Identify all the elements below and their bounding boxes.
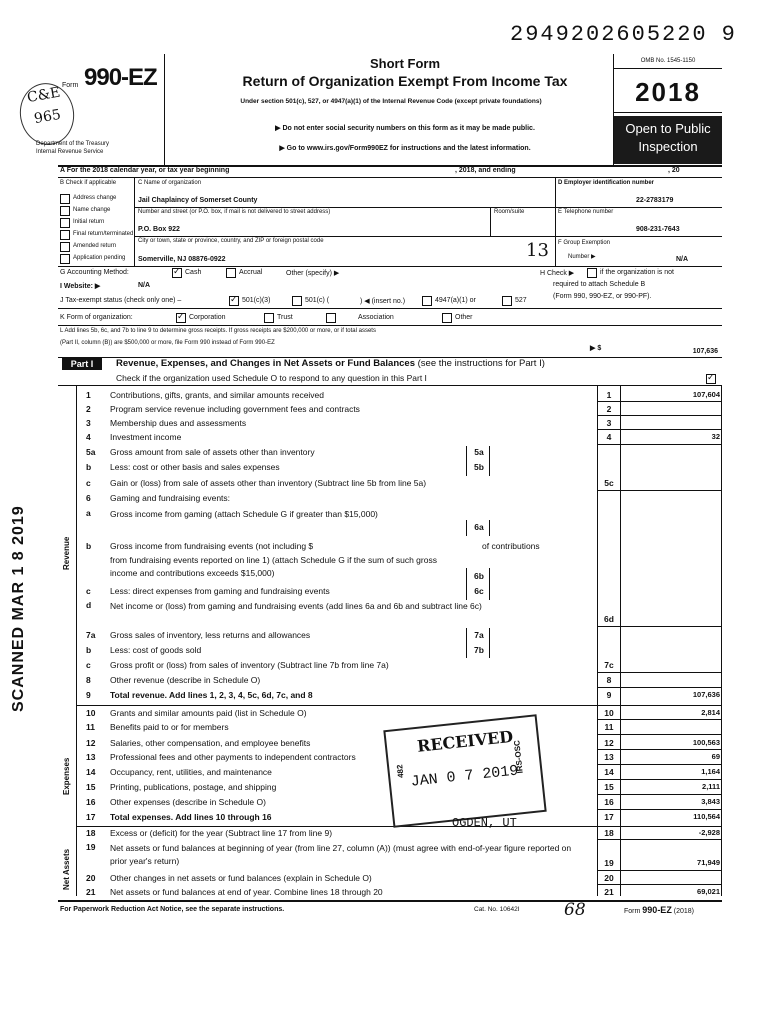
row-rule: [598, 719, 721, 720]
line-label: Total expenses. Add lines 10 through 16: [110, 812, 272, 822]
line-number: 6: [86, 493, 91, 503]
trust-label: Trust: [277, 314, 293, 321]
footer-form-id: [624, 905, 694, 915]
initial-return-checkbox[interactable]: [60, 218, 70, 228]
section-bcdef-rule: [58, 266, 722, 267]
part1-title: [116, 358, 545, 369]
row-rule: [598, 444, 721, 445]
line-label: Less: cost of goods sold: [110, 645, 202, 655]
subbox-5-left: [466, 446, 467, 476]
line-number: 5a: [86, 447, 96, 457]
row-rule: [598, 687, 721, 688]
line-number: 18: [86, 828, 96, 838]
line-a-label: A For the 2018 calendar year, or tax year beginning: [60, 167, 230, 174]
amended-return-label: Amended return: [73, 243, 117, 249]
revenue-side-label: Revenue: [62, 536, 71, 570]
line-number: 15: [86, 782, 96, 792]
footer-form-word: Form: [624, 908, 641, 915]
line-number: 1: [86, 390, 91, 400]
cash-label: Cash: [185, 269, 202, 276]
line-number: 8: [86, 675, 91, 685]
part1-header-rule: [58, 385, 722, 386]
revenue-expenses-rule: [76, 705, 721, 706]
received-stamp-side-code: 482: [395, 764, 406, 779]
line-amount[interactable]: -2,928: [698, 828, 720, 837]
line-box-number: 8: [606, 675, 612, 685]
row-rule: [598, 749, 721, 750]
row-rule: [598, 839, 721, 840]
line-number: b: [86, 541, 92, 551]
phone-rule: [556, 236, 722, 237]
received-stamp-date: JAN 0 7 2019: [409, 762, 520, 791]
other-org-label: Other: [455, 314, 473, 321]
room-label: Room/suite: [494, 209, 525, 215]
group-exemption-number-label: Number ▶: [568, 254, 596, 260]
line-label: Membership dues and assessments: [110, 418, 247, 428]
final-return-label: Final return/terminated: [73, 231, 134, 237]
4947-checkbox[interactable]: [422, 296, 432, 306]
catalog-number: Cat. No. 10642I: [474, 906, 520, 913]
line-box-number: 13: [604, 752, 614, 762]
line-box-number: 10: [604, 708, 614, 718]
form-of-organization-label: K Form of organization:: [60, 314, 133, 321]
city-address[interactable]: Somerville, NJ 08876-0922: [138, 256, 226, 263]
line-h-text: if the organization is not: [600, 269, 674, 276]
ein-rule: [556, 207, 722, 208]
organization-name[interactable]: Jail Chaplaincy of Somerset County: [138, 197, 258, 204]
address-change-label: Address change: [73, 195, 117, 201]
line-label: Other changes in net assets or fund balances (explain in Schedule O): [110, 873, 372, 883]
row-rule: [598, 672, 721, 673]
line-label: Total revenue. Add lines 1, 2, 3, 4, 5c, 6d, 7c, and 8: [110, 690, 313, 700]
line-label: Gross amount from sale of assets other than inventory: [110, 447, 315, 457]
line-label: Net assets or fund balances at end of year. Combine lines 18 through 20: [110, 887, 383, 897]
line-box-number: 12: [604, 738, 614, 748]
subbox-7-left: [466, 628, 467, 658]
line-amount[interactable]: 107,636: [692, 690, 720, 699]
row-rule: [598, 490, 721, 491]
501c3-checkbox[interactable]: [229, 296, 239, 306]
line-label: Contributions, gifts, grants, and similar amounts received: [110, 390, 325, 400]
line-number: c: [86, 586, 91, 596]
line-label: Excess or (deficit) for the year (Subtract line 17 from line 9): [110, 828, 333, 838]
form-subtitle: Under section 501(c), 527, or 4947(a)(1) of the Internal Revenue Code (except private foundations): [240, 98, 542, 105]
line-label: Net assets or fund balances at beginning of year (from line 27, column (A)) (must agree with end-of-year figure reported on prior year's return): [110, 843, 572, 866]
part1-label: Part I: [62, 358, 102, 370]
row-rule: [598, 779, 721, 780]
line-number: 16: [86, 797, 96, 807]
line-box-number: 18: [604, 828, 614, 838]
phone-label: E Telephone number: [558, 209, 614, 215]
row-rule: [598, 764, 721, 765]
501c-label: 501(c) (: [305, 297, 330, 304]
line-box-number: 16: [604, 797, 614, 807]
document-locator-number: [510, 22, 737, 47]
line-label: Gross profit or (loss) from sales of inventory (Subtract line 7b from line 7a): [110, 660, 389, 670]
line-box-number: 21: [604, 887, 614, 897]
line-label: Net income or (loss) from gaming and fundraising events (add lines 6a and 6b and subtract line 6c): [110, 601, 482, 611]
line-amount[interactable]: 2,111: [702, 782, 720, 791]
sub-box-number: 7a: [474, 630, 484, 640]
line-label: Gain or (loss) from sale of assets other than inventory (Subtract line 5b from line 5a): [110, 478, 427, 488]
name-change-checkbox[interactable]: [60, 206, 70, 216]
header-divider-right: [613, 54, 614, 166]
row-rule: [598, 734, 721, 735]
room-divider: [490, 207, 491, 237]
line-label: Printing, publications, postage, and shipping: [110, 782, 277, 792]
line-box-number: 7c: [604, 660, 614, 670]
527-checkbox[interactable]: [502, 296, 512, 306]
accrual-checkbox[interactable]: [226, 268, 236, 278]
omb-number: OMB No. 1545-1150: [640, 58, 696, 64]
line-box-number: 11: [604, 722, 614, 732]
sub-box-number: 6c: [474, 586, 484, 596]
section-d-divider: [555, 177, 556, 267]
line-h-text-3: (Form 990, 990-EZ, or 990-PF).: [553, 293, 652, 300]
corporation-checkbox[interactable]: [176, 313, 186, 323]
scanned-stamp: SCANNED MAR 1 8 2019: [10, 505, 27, 712]
ein-label: D Employer identification number: [558, 180, 655, 186]
line-box-number: 20: [604, 873, 614, 883]
line-label: Investment income: [110, 432, 182, 442]
form-word: Form: [62, 82, 79, 89]
tax-exempt-status-label: J Tax-exempt status (check only one) –: [60, 297, 182, 304]
line-amount[interactable]: 32: [711, 432, 720, 441]
side-label-divider: [76, 386, 77, 896]
short-form-title: Short Form: [369, 56, 441, 71]
row-rule: [598, 429, 721, 430]
line-number: 12: [86, 738, 96, 748]
street-label: Number and street (or P.O. box, if mail is not delivered to street address): [138, 209, 331, 215]
handwritten-68: 68: [564, 900, 586, 920]
website-label: I Website: ▶: [60, 283, 101, 290]
footer-form-number: 990-EZ: [642, 905, 672, 915]
handwritten-stamp: C&E 965: [15, 79, 79, 149]
other-method-label: Other (specify) ▶: [286, 270, 340, 277]
part1-title-note: (see the instructions for Part I): [417, 358, 545, 369]
line-h-text-2: required to attach Schedule B: [553, 281, 646, 288]
line-label: Gross sales of inventory, less returns and allowances: [110, 630, 311, 640]
subbox-6bc-left: [466, 568, 467, 600]
tax-year: 2018: [635, 77, 701, 107]
received-stamp: [383, 714, 546, 828]
schedule-o-check-text: Check if the organization used Schedule O to respond to any question in this Part I: [116, 373, 427, 383]
line-number: c: [86, 478, 91, 488]
line-amount[interactable]: 1,164: [701, 767, 720, 776]
dln-digits: 2949202605220: [510, 22, 708, 47]
footer-form-year: (2018): [673, 908, 694, 915]
line-label: Other revenue (describe in Schedule O): [110, 675, 261, 685]
line-label: Gross income from gaming (attach Schedule G if greater than $15,000): [110, 509, 378, 519]
line-number: 21: [86, 887, 96, 897]
handwritten-13: 13: [526, 240, 549, 261]
line-number: 14: [86, 767, 96, 777]
row-rule: [598, 415, 721, 416]
line-box-number: 2: [606, 404, 612, 414]
subbox-6a-right: [489, 520, 490, 536]
section-b-label: B Check if applicable: [60, 180, 117, 186]
year-underline: [614, 112, 722, 113]
department-label: [36, 140, 109, 156]
section-c-name-label: C Name of organization: [138, 180, 202, 186]
form-number: 990-EZ: [84, 64, 157, 91]
line-number: 11: [86, 722, 95, 732]
line-j-rule: [58, 308, 722, 309]
name-change-label: Name change: [73, 207, 111, 213]
line-amount[interactable]: 110,564: [693, 812, 720, 821]
section-b-divider: [134, 177, 135, 267]
line-a-end: , 20: [668, 167, 680, 174]
schedule-b-checkbox[interactable]: [587, 268, 597, 278]
line-l-text-2: (Part II, column (B)) are $500,000 or more, file Form 990 instead of Form 990-EZ: [60, 340, 275, 346]
line-label: Gross income from fundraising events (not including $: [110, 541, 314, 551]
line-label: Occupancy, rent, utilities, and maintenance: [110, 767, 272, 777]
association-checkbox[interactable]: [326, 313, 336, 323]
line-label-continued: of contributions: [482, 541, 540, 551]
501c-checkbox[interactable]: [292, 296, 302, 306]
part1-bottom-rule: [58, 900, 722, 902]
received-stamp-city: OGDEN, UT: [452, 816, 517, 830]
line-box-number: 6d: [604, 614, 614, 624]
sub-box-number: 6b: [474, 571, 484, 581]
line-box-number: 4: [606, 432, 612, 442]
schedule-o-checkbox[interactable]: [706, 374, 716, 384]
line-number: 3: [86, 418, 91, 428]
form-title: Return of Organization Exempt From Income Tax: [242, 73, 568, 89]
line-number: b: [86, 645, 92, 655]
header-divider-left: [164, 54, 165, 166]
line-number: a: [86, 508, 91, 518]
sub-box-number: 5a: [474, 447, 484, 457]
sub-box-number: 5b: [474, 462, 484, 472]
line-amount[interactable]: 3,843: [701, 797, 720, 806]
accounting-method-label: G Accounting Method:: [60, 269, 129, 276]
row-rule: [598, 809, 721, 810]
application-pending-checkbox[interactable]: [60, 254, 70, 264]
line-number: b: [86, 462, 92, 472]
row-rule: [598, 401, 721, 402]
line-amount[interactable]: 71,949: [697, 858, 720, 867]
line-label: Grants and similar amounts paid (list in Schedule O): [110, 708, 307, 718]
line-number: 2: [86, 404, 91, 414]
527-label: 527: [515, 297, 527, 304]
line-box-number: 1: [606, 390, 612, 400]
address-change-checkbox[interactable]: [60, 194, 70, 204]
row-rule: [598, 626, 721, 627]
ssn-note: ▶ Do not enter social security numbers on this form as it may be made public.: [275, 125, 535, 132]
row-rule: [598, 870, 721, 871]
irs-name: Internal Revenue Service: [36, 149, 104, 155]
line-amount[interactable]: 69: [711, 752, 720, 761]
line-number: 20: [86, 873, 96, 883]
name-rule: [135, 207, 555, 208]
received-stamp-side-office: IRS-OSC: [511, 739, 525, 774]
line-box-number: 3: [606, 418, 612, 428]
insert-no-label: ) ◀ (insert no.): [360, 298, 406, 305]
amended-return-checkbox[interactable]: [60, 242, 70, 252]
line-number: 7a: [86, 630, 96, 640]
accrual-label: Accrual: [239, 269, 263, 276]
association-label: Association: [358, 314, 394, 321]
line-number: 17: [86, 812, 96, 822]
line-h-check: H Check ▶: [540, 270, 575, 277]
subbox-6a-left: [466, 520, 467, 536]
goto-note: ▶ Go to www.irs.gov/Form990EZ for instructions and the latest information.: [279, 145, 531, 152]
line-l-text-1: L Add lines 5b, 6c, and 7b to line 9 to determine gross receipts. If gross receipts are $200,000 or more, or if total assets: [60, 328, 376, 334]
line-label: Salaries, other compensation, and employee benefits: [110, 738, 311, 748]
trust-checkbox[interactable]: [264, 313, 274, 323]
line-a-mid: , 2018, and ending: [455, 167, 516, 174]
cash-checkbox[interactable]: [172, 268, 182, 278]
line-amount[interactable]: 2,814: [701, 708, 720, 717]
line-number: 13: [86, 752, 96, 762]
website-value[interactable]: N/A: [138, 282, 151, 289]
line-l-arrow: ▶ $: [590, 345, 602, 352]
paperwork-notice: For Paperwork Reduction Act Notice, see the separate instructions.: [60, 906, 285, 913]
dln-suffix: 9: [721, 22, 737, 47]
line-box-number: 9: [606, 690, 612, 700]
part1-title-text: Revenue, Expenses, and Changes in Net Assets or Fund Balances: [116, 358, 415, 369]
amount-col-right: [721, 386, 722, 896]
line-box-number: 19: [604, 858, 614, 868]
line-label-continued-2: from fundraising events reported on line 1) (attach Schedule G if the sum of such gross income and contributions exceeds $15,000): [110, 555, 437, 578]
sub-box-number: 7b: [474, 645, 484, 655]
street-rule: [135, 236, 555, 237]
box-col-right: [620, 386, 621, 896]
line-number: c: [86, 660, 91, 670]
subbox-6bc-right: [489, 568, 490, 600]
public-inspection-badge: Open to Public Inspection: [614, 116, 722, 164]
sub-box-number: 6a: [474, 522, 484, 532]
501c3-label: 501(c)(3): [242, 297, 271, 304]
line-box-number: 14: [604, 767, 614, 777]
line-label: Benefits paid to or for members: [110, 722, 229, 732]
phone-value[interactable]: 908-231-7643: [636, 226, 680, 233]
line-label: Professional fees and other payments to independent contractors: [110, 752, 356, 762]
row-rule: [598, 884, 721, 885]
line-number: 10: [86, 708, 96, 718]
line-label: Gaming and fundraising events:: [110, 493, 231, 503]
line-label: Less: cost or other basis and sales expenses: [110, 462, 280, 472]
department-name: Department of the Treasury: [36, 141, 110, 147]
row-rule: [598, 794, 721, 795]
line-amount[interactable]: 100,563: [692, 738, 720, 747]
other-org-checkbox[interactable]: [442, 313, 452, 323]
subbox-7-right: [489, 628, 490, 658]
city-label: City or town, state or province, country, and ZIP or foreign postal code: [138, 238, 324, 244]
received-stamp-title: RECEIVED: [416, 726, 515, 756]
omb-underline: [614, 68, 722, 69]
net-assets-side-label: Net Assets: [62, 848, 71, 890]
line-box-number: 5c: [604, 478, 614, 488]
line-label: Other expenses (describe in Schedule O): [110, 797, 266, 807]
line-amount[interactable]: 107,604: [692, 390, 720, 399]
line-number: 9: [86, 690, 91, 700]
line-k-rule: [58, 325, 722, 326]
line-number: 19: [86, 842, 96, 852]
group-exemption-label: F Group Exemption: [558, 240, 611, 246]
line-label: Program service revenue including government fees and contracts: [110, 404, 360, 414]
ein-value[interactable]: 22-2783179: [636, 197, 674, 204]
expenses-side-label: Expenses: [62, 757, 71, 795]
gross-receipts-value[interactable]: 107,636: [692, 348, 718, 355]
application-pending-label: Application pending: [73, 255, 126, 261]
group-exemption-value[interactable]: N/A: [676, 256, 689, 263]
line-box-number: 15: [604, 782, 614, 792]
4947-label: 4947(a)(1) or: [435, 297, 476, 304]
corporation-label: Corporation: [189, 314, 226, 321]
line-label: Less: direct expenses from gaming and fundraising events: [110, 586, 330, 596]
line-number: d: [86, 600, 92, 610]
line-box-number: 17: [604, 812, 614, 822]
subbox-5-right: [489, 446, 490, 476]
line-amount[interactable]: 69,021: [697, 887, 720, 896]
street-address[interactable]: P.O. Box 922: [138, 226, 180, 233]
initial-return-label: Initial return: [73, 219, 105, 225]
final-return-checkbox[interactable]: [60, 230, 70, 240]
line-a-rule: [58, 177, 722, 178]
line-number: 4: [86, 432, 91, 442]
